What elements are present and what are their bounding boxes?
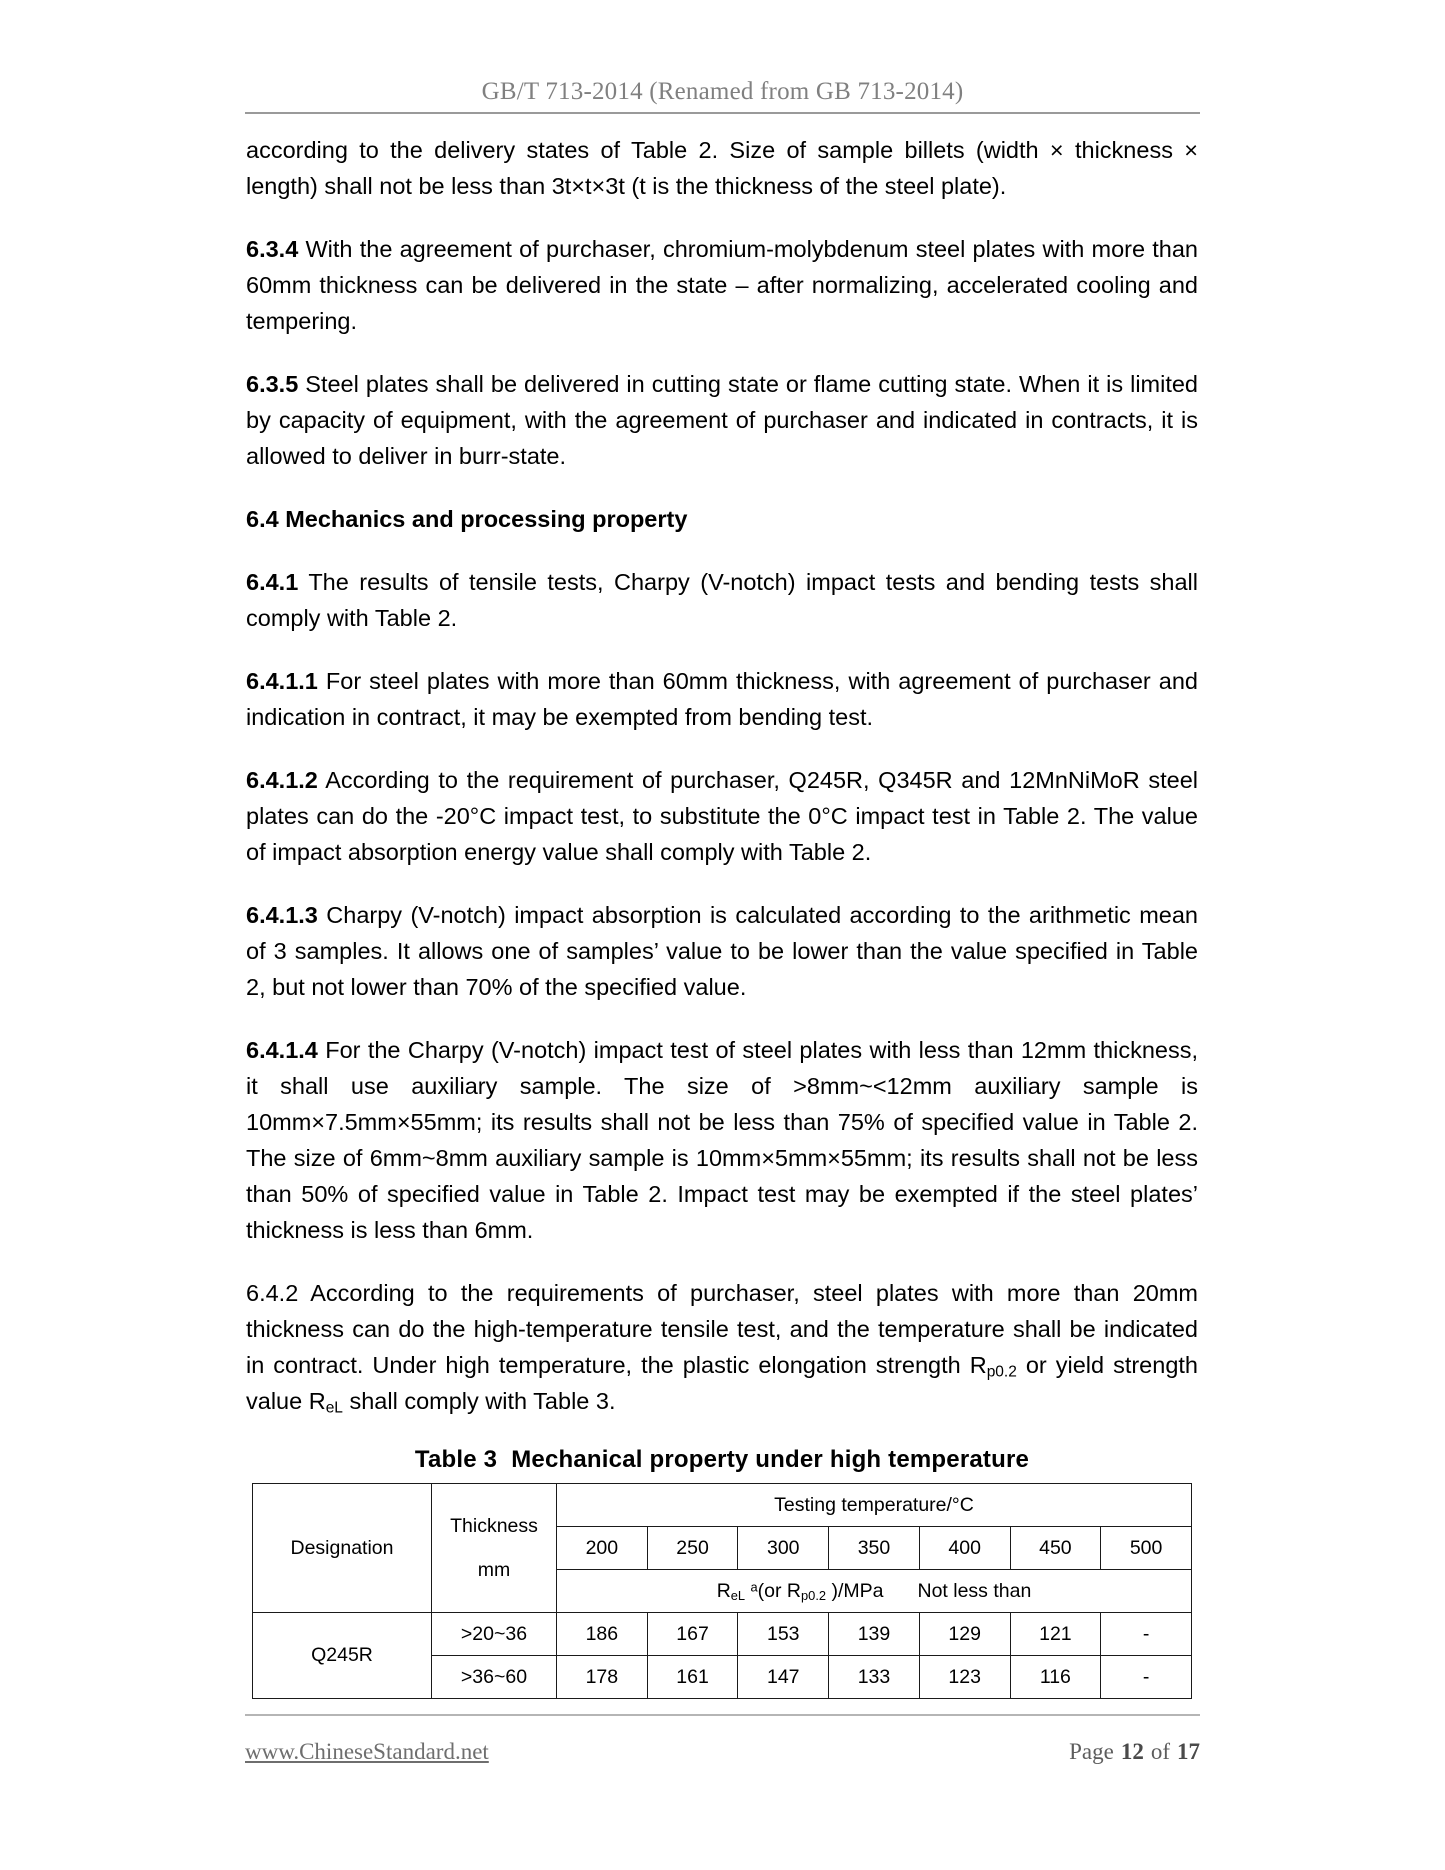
paragraph-6-4-1-3 xyxy=(246,897,1198,1005)
table-cell-r2-c350: 133 xyxy=(829,1656,920,1699)
section-number-6-4-1-3: 6.4.1.3 xyxy=(246,902,318,928)
section-text-6-4-1-3: Charpy (V-notch) impact absorption is calculated according to the arithmetic mean of 3 samples. It allows one of samples’ value to be lower than the value specified in Table 2, but not lower than 70% of the specified value. xyxy=(246,902,1198,1000)
section-text-6-4-2-part3: shall comply with Table 3. xyxy=(342,1388,616,1414)
table-cell-r1-c500: - xyxy=(1101,1613,1192,1656)
section-number-6-4-1-2: 6.4.1.2 xyxy=(246,767,318,793)
table-header-temp-250: 250 xyxy=(647,1527,738,1570)
paragraph-6-4-1 xyxy=(246,564,1198,636)
section-text-6-4-1-1: For steel plates with more than 60mm thickness, with agreement of purchaser and indication in contract, it may be exempted from bending test. xyxy=(246,668,1198,730)
table-header-temp-200: 200 xyxy=(557,1527,648,1570)
table-3 xyxy=(252,1483,1192,1699)
property-subscript-el: eL xyxy=(730,1587,746,1603)
header-title: GB/T 713-2014 (Renamed from GB 713-2014) xyxy=(481,78,964,105)
section-number-6-3-4: 6.3.4 xyxy=(246,236,299,262)
section-text-6-4-1: The results of tensile tests, Charpy (V-notch) impact tests and bending tests shall comply with Table 2. xyxy=(246,569,1198,631)
table-header-testing-temperature: Testing temperature/°C xyxy=(557,1484,1192,1527)
table-3-wrapper xyxy=(252,1483,1192,1699)
table-header-thickness-label: Thickness xyxy=(450,1515,538,1537)
table-row-group-header xyxy=(253,1484,1192,1527)
page-word: Page xyxy=(1069,1739,1114,1764)
header-divider xyxy=(245,112,1200,114)
paragraph-6-3-4 xyxy=(246,231,1198,339)
paragraph-6-4-1-4 xyxy=(246,1032,1198,1248)
heading-6-4: 6.4 Mechanics and processing property xyxy=(246,506,688,532)
footer-divider xyxy=(245,1714,1200,1716)
property-symbol-r: R xyxy=(716,1579,731,1602)
table-cell-thickness-r2: >36~60 xyxy=(432,1656,557,1699)
table-header-thickness xyxy=(432,1484,557,1613)
table-row xyxy=(253,1613,1192,1656)
section-text-6-4-2-part2: or yield strength value R xyxy=(246,1352,1198,1414)
table-header-designation: Designation xyxy=(253,1484,432,1613)
paragraph-6-3-5 xyxy=(246,366,1198,474)
table-3-caption xyxy=(246,1446,1198,1474)
table-cell-r1-c300: 153 xyxy=(738,1613,829,1656)
section-text-6-4-2-part1: 6.4.2 According to the requirements of purchaser, steel plates with more than 20mm thickness can do the high-temperature tensile test, and the temperature shall be indicated in contract. Under high temperature, the plastic elongation strength R xyxy=(246,1280,1198,1378)
table-3-label: Table 3 xyxy=(414,1446,498,1473)
paragraph-6-4-1-1 xyxy=(246,663,1198,735)
page-total-number: 17 xyxy=(1177,1739,1200,1764)
page-of-word: of xyxy=(1150,1739,1170,1764)
table-cell-r1-c400: 129 xyxy=(919,1613,1010,1656)
property-mid-text: (or R xyxy=(757,1579,802,1602)
table-cell-r2-c300: 147 xyxy=(738,1656,829,1699)
document-content xyxy=(246,132,1198,1699)
table-cell-r1-c350: 139 xyxy=(829,1613,920,1656)
property-tail-text: )/MPa xyxy=(826,1579,884,1602)
section-text-6-3-5: Steel plates shall be delivered in cutting state or flame cutting state. When it is limited by capacity of equipment, with the agreement of purchaser and indicated in contracts, it is allowed to deliver in burr-state. xyxy=(246,371,1198,469)
footer-url-link[interactable]: www.ChineseStandard.net xyxy=(245,1739,489,1764)
section-number-6-4-1-4: 6.4.1.4 xyxy=(246,1037,318,1063)
property-subscript-p02: p0.2 xyxy=(801,1587,827,1603)
page-current-number: 12 xyxy=(1120,1739,1144,1764)
subscript-el: eL xyxy=(325,1399,343,1417)
table-header-temp-350: 350 xyxy=(829,1527,920,1570)
table-cell-r2-c450: 116 xyxy=(1010,1656,1101,1699)
section-number-6-4-1-1: 6.4.1.1 xyxy=(246,668,318,694)
page-header xyxy=(245,78,1200,114)
table-cell-r2-c500: - xyxy=(1101,1656,1192,1699)
section-number-6-3-5: 6.3.5 xyxy=(246,371,299,397)
table-cell-r1-c250: 167 xyxy=(647,1613,738,1656)
table-3-title: Mechanical property under high temperature xyxy=(511,1446,1030,1473)
section-text-6-4-1-4: For the Charpy (V-notch) impact test of steel plates with less than 12mm thickness, it shall use auxiliary sample. The size of >8mm~<12mm auxiliary sample is 10mm×7.5mm×55mm; its results shall not be less than 75% of specified value in Table 2. The size of 6mm~8mm auxiliary sample is 10mm×5mm×55mm; its results shall not be less than 50% of specified value in Table 2. Impact test may be exempted if the steel plates’ thickness is less than 6mm. xyxy=(246,1037,1198,1243)
page-footer xyxy=(245,1714,1200,1765)
table-header-temp-450: 450 xyxy=(1010,1527,1101,1570)
section-text-6-4-1-2: According to the requirement of purchaser, Q245R, Q345R and 12MnNiMoR steel plates can do the -20°C impact test, to substitute the 0°C impact test in Table 2. The value of impact absorption energy value shall comply with Table 2. xyxy=(246,767,1198,865)
paragraph-6-4-2 xyxy=(246,1275,1198,1419)
property-superscript-a: a xyxy=(750,1579,758,1595)
table-header-temp-400: 400 xyxy=(919,1527,1010,1570)
table-header-thickness-unit: mm xyxy=(477,1559,511,1581)
section-number-6-4-1: 6.4.1 xyxy=(246,569,299,595)
property-formula xyxy=(717,1580,1032,1602)
page-indicator xyxy=(1069,1739,1200,1765)
table-header-temp-500: 500 xyxy=(1101,1527,1192,1570)
table-header-temp-300: 300 xyxy=(738,1527,829,1570)
footer-row xyxy=(245,1739,1200,1765)
table-cell-r1-c200: 186 xyxy=(557,1613,648,1656)
table-cell-r2-c200: 178 xyxy=(557,1656,648,1699)
section-text-6-3-4: With the agreement of purchaser, chromium-molybdenum steel plates with more than 60mm thickness can be delivered in the state – after normalizing, accelerated cooling and tempering. xyxy=(246,236,1198,334)
paragraph-continuation: according to the delivery states of Table 2. Size of sample billets (width × thickness × length) shall not be less than 3t×t×3t (t is the thickness of the steel plate). xyxy=(246,137,1198,199)
table-cell-designation-q245r: Q245R xyxy=(253,1613,432,1699)
subscript-p02: p0.2 xyxy=(986,1363,1017,1381)
table-cell-thickness-r1: >20~36 xyxy=(432,1613,557,1656)
table-cell-r2-c400: 123 xyxy=(919,1656,1010,1699)
table-cell-r1-c450: 121 xyxy=(1010,1613,1101,1656)
property-note: Not less than xyxy=(917,1579,1032,1602)
table-cell-r2-c250: 161 xyxy=(647,1656,738,1699)
table-header-property-formula xyxy=(557,1570,1192,1613)
paragraph-6-4-1-2 xyxy=(246,762,1198,870)
